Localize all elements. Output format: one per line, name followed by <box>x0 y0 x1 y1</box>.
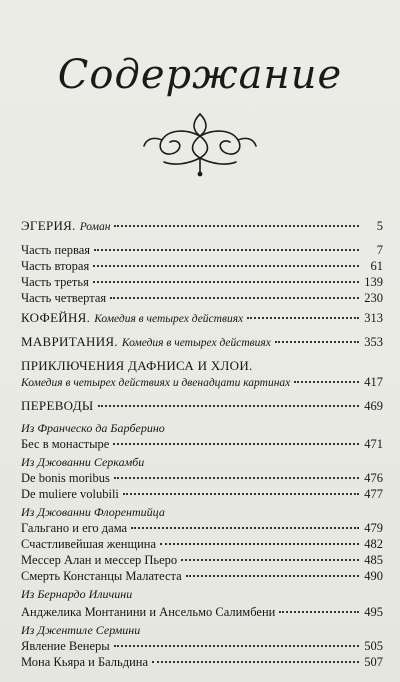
dot-leader <box>98 405 359 407</box>
toc-entry-genre: Роман <box>79 221 111 233</box>
toc-entry-title: Часть вторая <box>21 259 90 273</box>
toc-page-number: 485 <box>364 553 383 567</box>
toc-entry <box>21 552 383 568</box>
toc-entry-title: Смерть Констанцы Малатеста <box>21 569 182 583</box>
toc-entry <box>21 274 383 290</box>
toc-page-number: 417 <box>364 375 383 389</box>
toc-page-number: 471 <box>364 437 383 451</box>
toc-author-heading: Из Джованни Флорентийца <box>21 505 165 519</box>
toc-entry-title: Часть четвертая <box>21 291 107 305</box>
dot-leader <box>114 225 359 227</box>
toc-entry <box>21 470 383 486</box>
toc-page-number: 313 <box>364 311 383 325</box>
toc-page-number: 490 <box>364 569 383 583</box>
dot-leader <box>114 645 359 647</box>
toc-entry-genre: Комедия в четырех действиях <box>94 313 244 325</box>
dot-leader <box>93 281 359 283</box>
toc-entry-title: Явление Венеры <box>21 639 110 653</box>
toc-entry <box>21 568 383 584</box>
toc-author-heading: Из Франческо да Барберино <box>21 421 165 435</box>
dot-leader <box>131 527 359 529</box>
dot-leader <box>152 661 359 663</box>
toc-entry-title: Счастливейшая женщина <box>21 537 157 551</box>
toc-entry <box>21 486 383 502</box>
toc-entry-title: Бес в монастыре <box>21 437 110 451</box>
toc-entry <box>21 536 383 552</box>
dot-leader <box>186 575 359 577</box>
toc-page-number: 469 <box>364 399 383 413</box>
dot-leader <box>247 317 359 319</box>
dot-leader <box>94 249 359 251</box>
dot-leader <box>93 265 359 267</box>
toc-entry-title: Гальгано и его дама <box>21 521 128 535</box>
toc-author-heading: Из Бернардо Иличини <box>21 587 133 601</box>
toc-entry-title: ПРИКЛЮЧЕНИЯ ДАФНИСА И ХЛОИ. <box>21 358 253 373</box>
toc-entry-genre: Комедия в четырех действиях и двенадцати картинах <box>21 377 291 389</box>
toc-entry <box>21 334 383 350</box>
toc-entry <box>21 398 383 414</box>
toc-entry-title: De bonis moribus <box>21 471 110 485</box>
toc-author-heading: Из Джентиле Сермини <box>21 623 141 637</box>
dot-leader <box>294 381 359 383</box>
toc-page-number: 230 <box>364 291 383 305</box>
dot-leader <box>110 297 359 299</box>
toc-entry-title: De muliere volubili <box>21 487 119 501</box>
toc-author-heading: Из Джованни Серкамби <box>21 455 145 469</box>
toc-page-number: 61 <box>370 259 383 273</box>
toc-entry <box>21 290 383 306</box>
toc-entry <box>21 520 383 536</box>
toc-page-number: 479 <box>364 521 383 535</box>
toc-page-number: 7 <box>376 243 383 257</box>
toc-entry <box>21 436 383 452</box>
toc-entry <box>21 638 383 654</box>
toc-entry-title: Мона Кьяра и Бальдина <box>21 655 149 669</box>
toc-entry-title: МАВРИТАНИЯ. <box>21 334 118 349</box>
toc-entry <box>21 654 383 670</box>
bleed-through-text <box>0 30 400 42</box>
toc-entry-title: КОФЕЙНЯ. <box>21 310 91 325</box>
dot-leader <box>113 443 359 445</box>
toc-page-number: 5 <box>376 219 383 233</box>
toc-entry-title: Часть третья <box>21 275 89 289</box>
toc-entry <box>21 258 383 274</box>
dot-leader <box>279 611 359 613</box>
toc-page-number: 505 <box>364 639 383 653</box>
toc-page-number: 476 <box>364 471 383 485</box>
toc-entry <box>21 242 383 258</box>
toc-page-number: 139 <box>364 275 383 289</box>
toc-entry <box>21 218 383 234</box>
dot-leader <box>181 559 359 561</box>
toc-page-number: 507 <box>364 655 383 669</box>
dot-leader <box>275 341 359 343</box>
toc-page-number: 495 <box>364 605 383 619</box>
toc-entry-title: Мессер Алан и мессер Пьеро <box>21 553 178 567</box>
toc-entry-genre: Комедия в четырех действиях <box>121 337 271 349</box>
page-title: Содержание <box>57 52 343 98</box>
toc-entry-title: ПЕРЕВОДЫ <box>21 398 94 413</box>
flourish-ornament-icon <box>140 110 260 180</box>
dot-leader <box>123 493 359 495</box>
dot-leader <box>114 477 359 479</box>
toc-page-number: 353 <box>364 335 383 349</box>
toc-entry <box>21 374 383 390</box>
toc-page-number: 482 <box>364 537 383 551</box>
dot-leader <box>160 543 359 545</box>
toc-page-number: 477 <box>364 487 383 501</box>
toc-entry <box>21 310 383 326</box>
toc-entry-title: Часть первая <box>21 243 91 257</box>
toc-entry <box>21 604 383 620</box>
toc-entry-title: ЭГЕРИЯ. <box>21 218 76 233</box>
toc-entry-title: Анджелика Монтанини и Ансельмо Салимбени <box>21 605 276 619</box>
